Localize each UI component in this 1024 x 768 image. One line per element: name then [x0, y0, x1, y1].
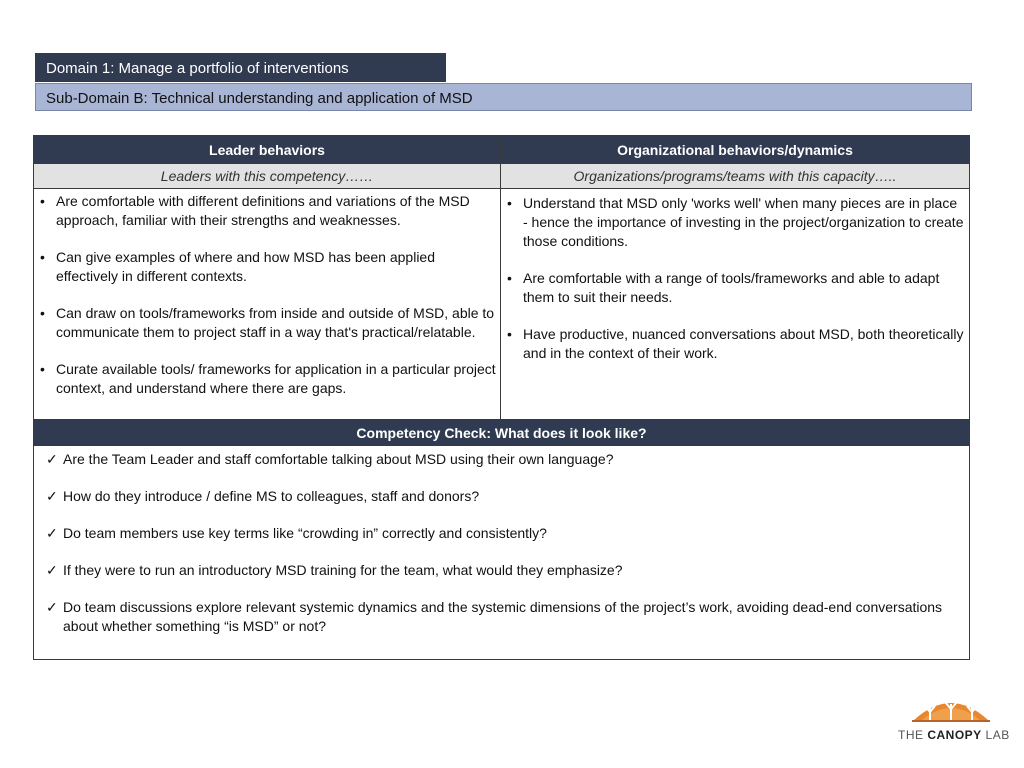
bullet-icon: •: [507, 195, 512, 211]
competency-table: [33, 135, 970, 660]
check-item-text: Are the Team Leader and staff comfortable talking about MSD using their own language?: [63, 451, 614, 467]
tree-canopy-icon: [908, 694, 994, 728]
checkmark-icon: ✓: [46, 562, 58, 578]
bullet-icon: •: [40, 249, 45, 265]
checkmark-icon: ✓: [46, 451, 58, 467]
subdomain-title: Sub-Domain B: Technical understanding and application of MSD: [35, 83, 972, 111]
competency-check-list: [34, 448, 969, 654]
list-item: [507, 194, 965, 251]
list-item-text: Can draw on tools/frameworks from inside and outside of MSD, able to communicate them to project staff in a way that's practical/relatable.: [56, 305, 495, 340]
canopy-lab-logo: [898, 694, 1010, 750]
checkmark-icon: ✓: [46, 599, 58, 615]
bullet-icon: •: [40, 361, 45, 377]
bullet-icon: •: [40, 193, 45, 209]
checkmark-icon: ✓: [46, 488, 58, 504]
list-item: [40, 304, 496, 342]
org-behaviors-cell: [501, 189, 969, 419]
check-item: [46, 561, 949, 580]
list-item: [507, 325, 965, 363]
list-item: [40, 192, 496, 230]
leader-behaviors-header: Leader behaviors: [34, 136, 501, 163]
logo-text: [898, 728, 1010, 742]
check-item: [46, 450, 949, 469]
list-item: [40, 360, 496, 398]
leader-behaviors-list: [34, 189, 500, 398]
check-item-text: How do they introduce / define MS to colleagues, staff and donors?: [63, 488, 480, 504]
org-behaviors-header: Organizational behaviors/dynamics: [501, 136, 969, 163]
check-item-text: If they were to run an introductory MSD training for the team, what would they emphasize?: [63, 562, 623, 578]
logo-text-suffix: LAB: [981, 728, 1010, 742]
check-item-text: Do team discussions explore relevant systemic dynamics and the systemic dimensions of the project’s work, avoiding dead-end conversations about whether something “is MSD” or not?: [63, 599, 943, 634]
check-item: [46, 487, 949, 506]
domain-title: Domain 1: Manage a portfolio of interventions: [35, 53, 446, 82]
logo-text-bold: CANOPY: [927, 728, 982, 742]
bullet-icon: •: [40, 305, 45, 321]
org-subheader: Organizations/programs/teams with this capacity…..: [501, 164, 969, 188]
table-header-row: [34, 136, 969, 163]
list-item-text: Understand that MSD only 'works well' when many pieces are in place - hence the importance of investing in the project/organization to create those conditions.: [523, 195, 964, 249]
check-item: [46, 524, 949, 543]
competency-check-header: Competency Check: What does it look like?: [34, 419, 969, 446]
bullet-icon: •: [507, 270, 512, 286]
table-body-row: [34, 188, 969, 419]
list-item: [507, 269, 965, 307]
checkmark-icon: ✓: [46, 525, 58, 541]
check-item: [46, 598, 949, 636]
org-behaviors-list: [501, 189, 969, 363]
list-item-text: Have productive, nuanced conversations about MSD, both theoretically and in the context of their work.: [523, 326, 964, 361]
table-subheader-row: [34, 163, 969, 188]
logo-text-prefix: THE: [898, 728, 928, 742]
check-item-text: Do team members use key terms like “crowding in” correctly and consistently?: [63, 525, 547, 541]
bullet-icon: •: [507, 326, 512, 342]
list-item-text: Curate available tools/ frameworks for application in a particular project context, and understand where there are gaps.: [56, 361, 496, 396]
leader-behaviors-cell: [34, 189, 501, 419]
list-item-text: Are comfortable with a range of tools/frameworks and able to adapt them to suit their needs.: [523, 270, 940, 305]
list-item-text: Can give examples of where and how MSD has been applied effectively in different contexts.: [56, 249, 436, 284]
list-item: [40, 248, 496, 286]
leader-subheader: Leaders with this competency……: [34, 164, 501, 188]
list-item-text: Are comfortable with different definitions and variations of the MSD approach, familiar with their strengths and weaknesses.: [56, 193, 470, 228]
